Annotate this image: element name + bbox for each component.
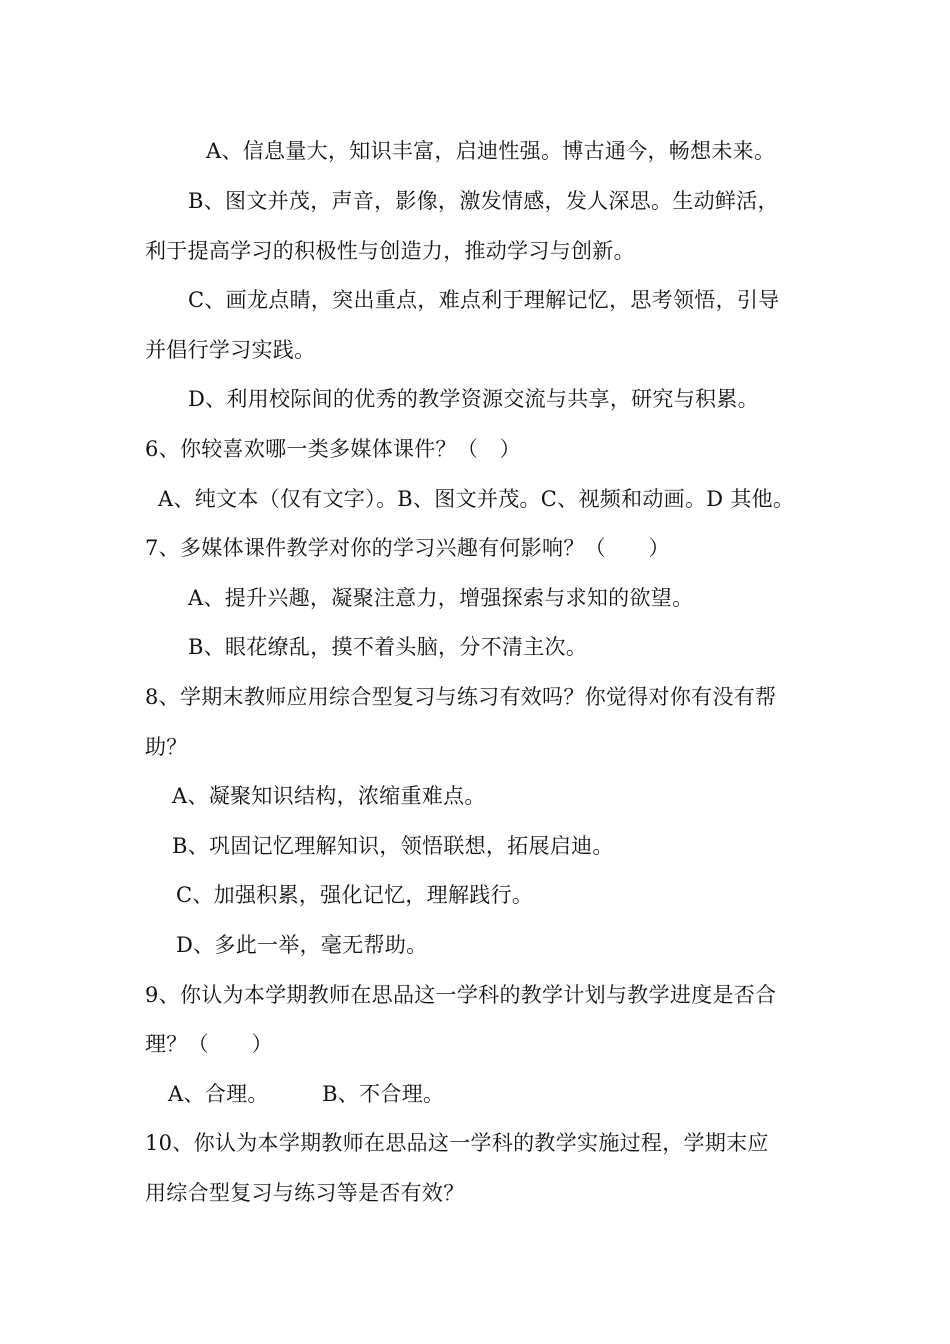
question-8: 8、学期末教师应用综合型复习与练习有效吗？你觉得对你有没有帮 bbox=[145, 685, 777, 709]
option-a-line: A、信息量大，知识丰富，启迪性强。博古通今，畅想未来。 bbox=[206, 139, 776, 163]
question-6-options: A、纯文本（仅有文字）。B、图文并茂。C、视频和动画。D 其他。 bbox=[158, 487, 795, 511]
question-10-continuation: 用综合型复习与练习等是否有效？ bbox=[145, 1181, 465, 1205]
option-b-line: B、图文并茂，声音，影像，激发情感，发人深思。生动鲜活， bbox=[188, 189, 779, 213]
question-7: 7、多媒体课件教学对你的学习兴趣有何影响？（ ） bbox=[145, 536, 670, 560]
question-8-option-b: B、巩固记忆理解知识，领悟联想，拓展启迪。 bbox=[172, 834, 614, 858]
option-b-continuation: 利于提高学习的积极性与创造力，推动学习与创新。 bbox=[145, 239, 635, 263]
option-c-line: C、画龙点睛，突出重点，难点利于理解记忆，思考领悟，引导 bbox=[188, 288, 780, 312]
option-d-line: D、利用校际间的优秀的教学资源交流与共享，研究与积累。 bbox=[188, 387, 759, 411]
question-8-option-d: D、多此一举，毫无帮助。 bbox=[176, 933, 428, 957]
question-7-option-b: B、眼花缭乱，摸不着头脑，分不清主次。 bbox=[188, 635, 588, 659]
question-8-option-c: C、加强积累，强化记忆，理解践行。 bbox=[176, 883, 534, 907]
option-c-continuation: 并倡行学习实践。 bbox=[145, 338, 316, 362]
question-8-continuation: 助？ bbox=[145, 735, 188, 759]
question-7-option-a: A、提升兴趣，凝聚注意力，增强探索与求知的欲望。 bbox=[188, 586, 694, 610]
question-10: 10、你认为本学期教师在思品这一学科的教学实施过程，学期末应 bbox=[145, 1131, 769, 1155]
question-9-options: A、合理。 B、不合理。 bbox=[168, 1082, 445, 1106]
question-9: 9、你认为本学期教师在思品这一学科的教学计划与教学进度是否合 bbox=[145, 983, 777, 1007]
question-9-continuation: 理？（ ） bbox=[145, 1032, 273, 1056]
question-6: 6、你较喜欢哪一类多媒体课件？（ ） bbox=[145, 437, 521, 461]
question-8-option-a: A、凝聚知识结构，浓缩重难点。 bbox=[172, 784, 486, 808]
